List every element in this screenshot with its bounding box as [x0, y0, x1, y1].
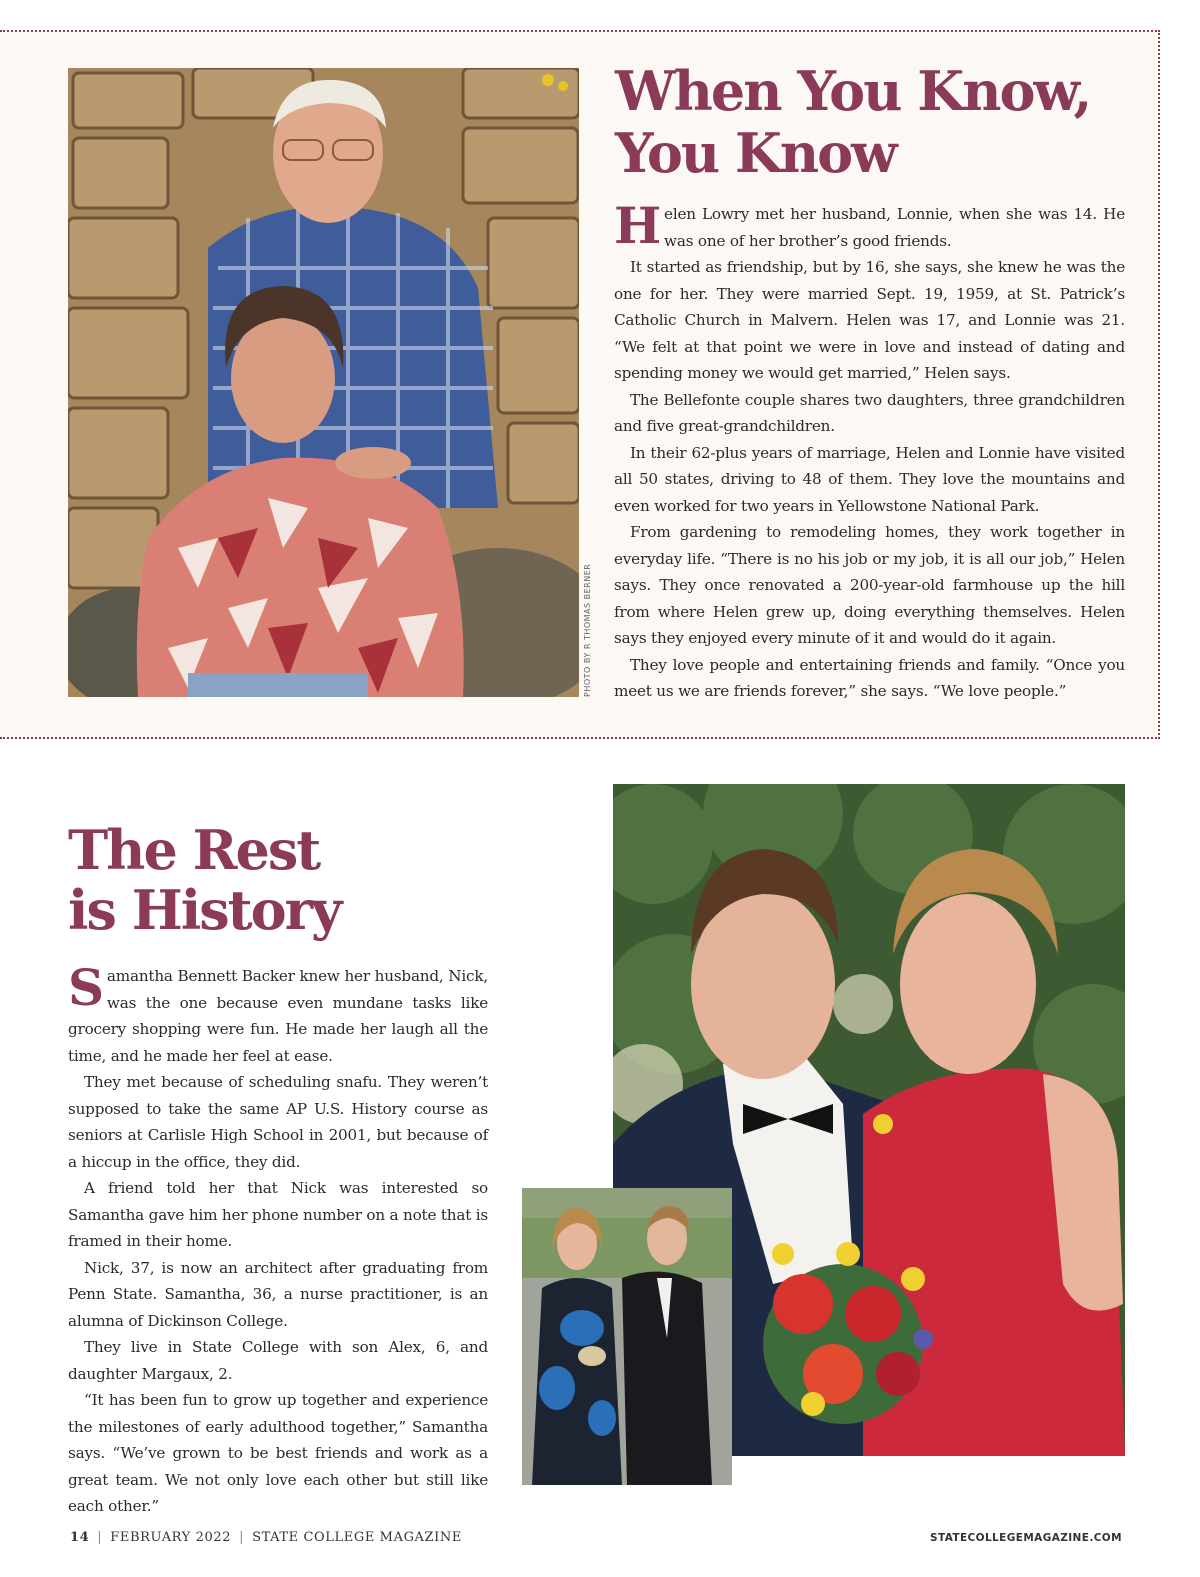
couple-photo-lowry — [68, 68, 579, 697]
page-number: 14 — [70, 1530, 90, 1545]
story2-paragraph-6: “It has been fun to grow up together and experience the milestones of early adulthood together,” Samantha says. “We’ve grown to be best friends and work as a great team. We not only love each other but still like each other.” — [68, 1391, 488, 1515]
story1-paragraph-6: They love people and entertaining friends and family. “Once you meet us we are friends forever,” she says. “We love people.” — [614, 655, 1125, 700]
story2-title — [68, 820, 340, 940]
story2-paragraph-2: They met because of scheduling snafu. They weren’t supposed to take the same AP U.S. History course as seniors at Carlisle High School in 2001, but because of a hiccup in the office, they did. — [68, 1073, 488, 1171]
story1-drop-cap: H — [614, 196, 662, 255]
story2-paragraph-5: They live in State College with son Alex, 6, and daughter Margaux, 2. — [68, 1338, 488, 1383]
story1-paragraph-4: In their 62-plus years of marriage, Helen and Lonnie have visited all 50 states, driving to 48 of them. They love the mountains and even worked for two years in Yellowstone National Park. — [614, 443, 1125, 515]
footer-left — [70, 1530, 462, 1545]
story2-body — [68, 958, 488, 1520]
story2-paragraph-1 — [68, 958, 488, 1069]
story2-paragraph-3: A friend told her that Nick was interested so Samantha gave him her phone number on a note that is framed in their home. — [68, 1179, 488, 1250]
story2-paragraph-4: Nick, 37, is now an architect after graduating from Penn State. Samantha, 36, a nurse practitioner, is an alumna of Dickinson College. — [68, 1258, 488, 1330]
story1-paragraph-1 — [614, 196, 1125, 255]
footer-separator-2: | — [239, 1530, 245, 1545]
footer-separator-1: | — [97, 1530, 103, 1545]
story2-paragraph-1-text: amantha Bennett Backer knew her husband, Nick, was the one because even mundane tasks like grocery shopping were fun. He made her laugh all the time, and he made her feel at ease. — [68, 967, 488, 1065]
story1-body — [614, 196, 1125, 705]
story1-title — [615, 60, 1090, 184]
story2-title-line1: The Rest — [68, 818, 320, 882]
website-url: STATECOLLEGEMAGAZINE.COM — [929, 1532, 1122, 1544]
story1-paragraph-1-text: elen Lowry met her husband, Lonnie, when she was 14. He was one of her brother’s good friends. — [664, 205, 1125, 250]
photo-credit: PHOTO BY R THOMAS BERNER — [583, 563, 592, 697]
issue-date: FEBRUARY 2022 — [110, 1530, 232, 1545]
story1-title-line2: You Know — [615, 121, 896, 185]
page-footer — [70, 1530, 1122, 1550]
story1-title-line1: When You Know, — [615, 59, 1091, 123]
story2-title-line2: is History — [68, 878, 341, 942]
prom-photo-backer — [522, 1188, 732, 1485]
story2-drop-cap: S — [68, 958, 104, 1017]
couple-photo-lowry-image — [68, 68, 579, 697]
prom-photo-backer-image — [522, 1188, 732, 1485]
story1-paragraph-5: From gardening to remodeling homes, they work together in everyday life. “There is no his job or my job, it is all our job,” Helen says. They once renovated a 200-year-old farmhouse up the hill from where Helen grew up, doing everything themselves. Helen says they enjoyed every minute of it and would do it again. — [614, 523, 1125, 647]
magazine-name: STATE COLLEGE MAGAZINE — [252, 1530, 462, 1545]
story1-paragraph-3: The Bellefonte couple shares two daughters, three grandchildren and five great-grandchildren. — [614, 390, 1125, 435]
story1-paragraph-2: It started as friendship, but by 16, she says, she knew he was the one for her. They were married Sept. 19, 1959, at St. Patrick’s Catholic Church in Malvern. Helen was 17, and Lonnie was 21. “We felt at that point we were in love and instead of dating and spending money we would get married,” Helen says. — [614, 258, 1125, 382]
